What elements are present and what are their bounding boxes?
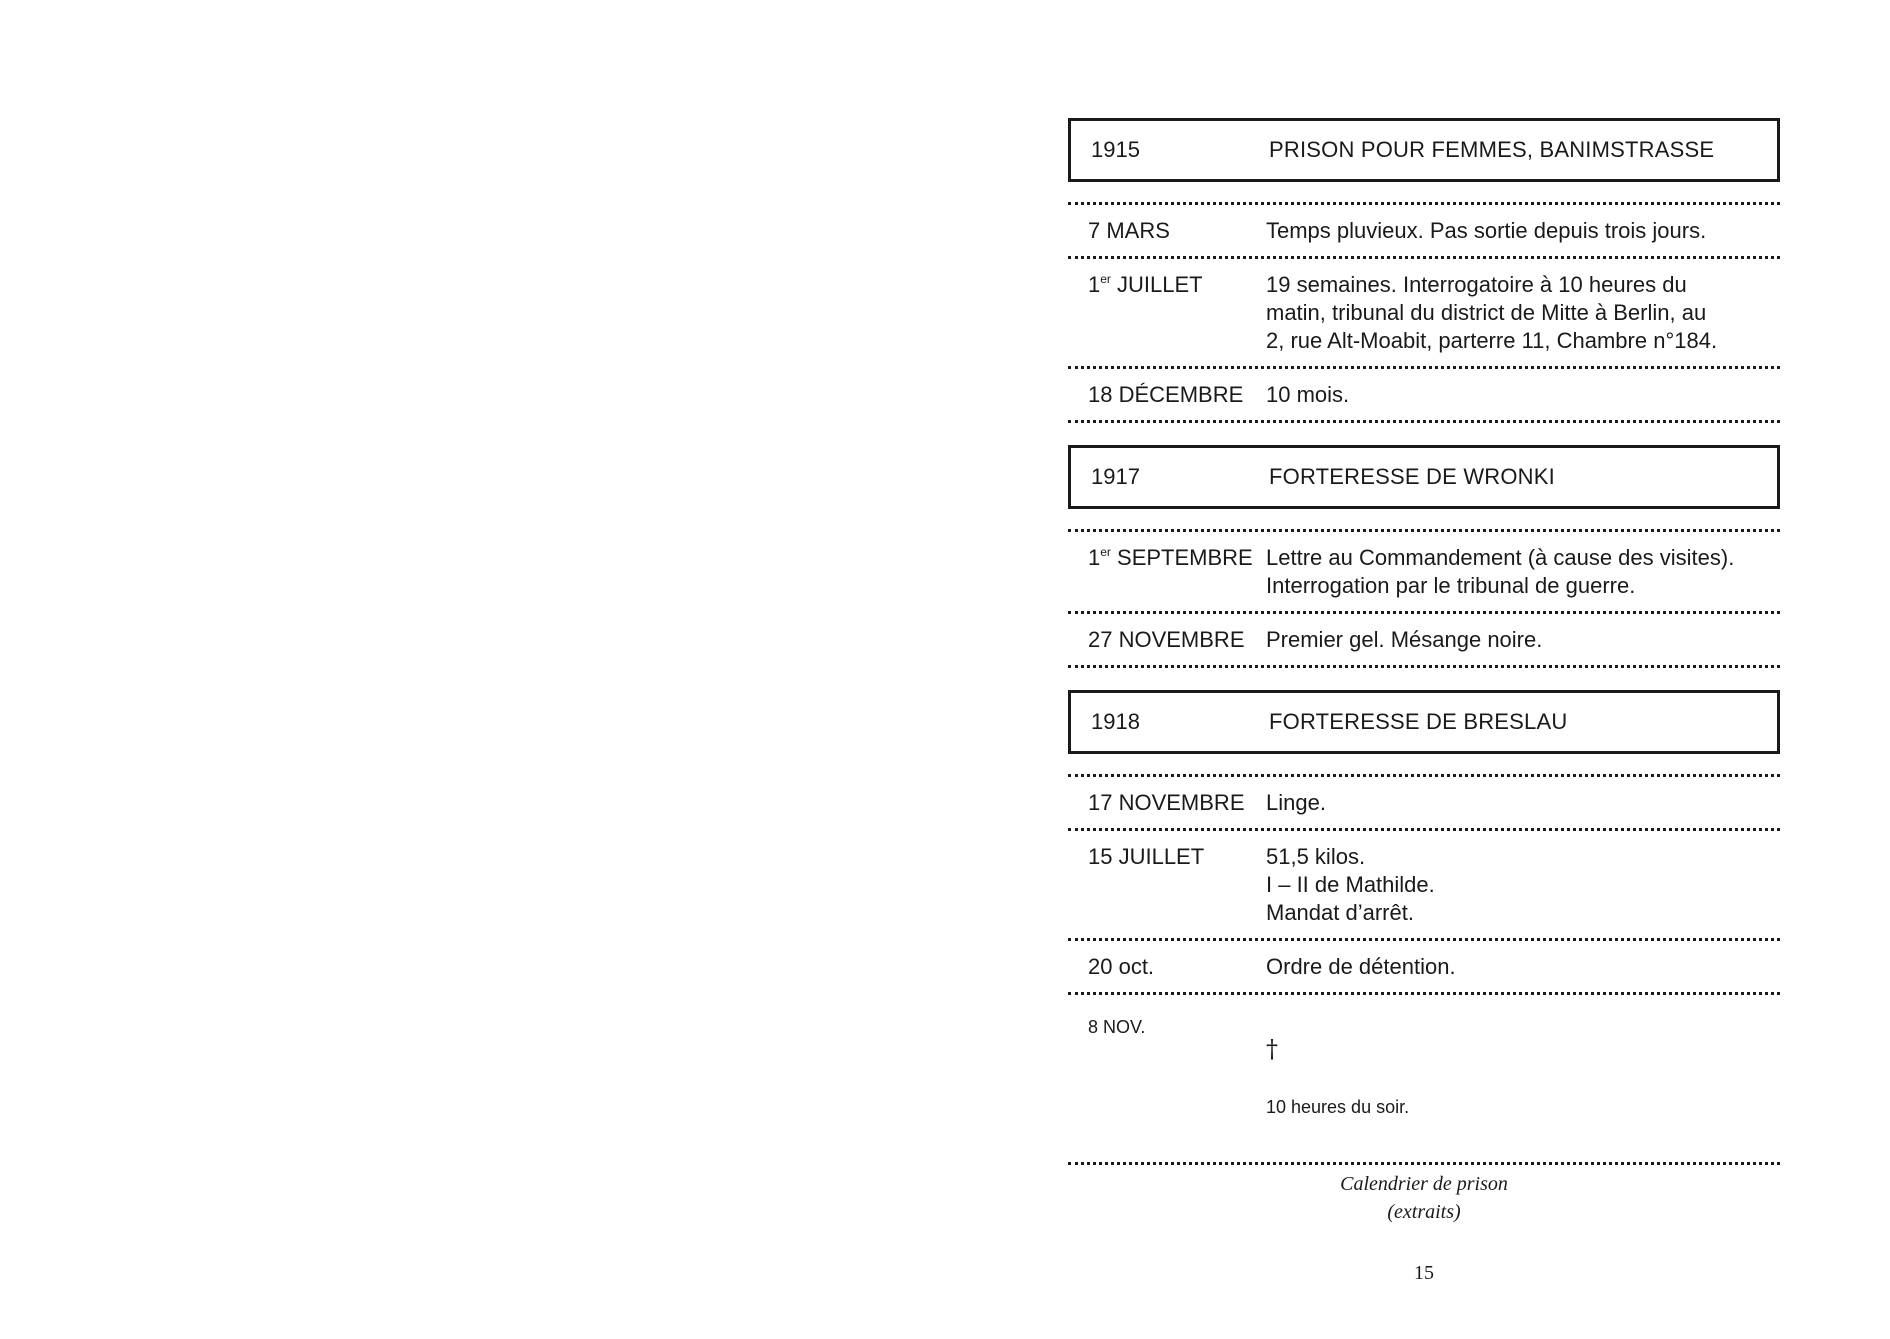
page-number: 15 <box>1414 1262 1434 1284</box>
calendar-entry <box>1068 532 1780 614</box>
entry-date: 15 JUILLET <box>1088 844 1205 869</box>
dagger-icon: † <box>1266 1035 1278 1063</box>
section-entries-1915 <box>1068 202 1780 423</box>
calendar-entry <box>1068 205 1780 259</box>
calendar-entry <box>1068 995 1780 1165</box>
entry-date: 7 MARS <box>1088 218 1170 243</box>
calendar-entry <box>1068 369 1780 423</box>
entry-date: 17 NOVEMBRE <box>1088 790 1245 815</box>
entry-text: Temps pluvieux. Pas sortie depuis trois jours. <box>1266 218 1707 243</box>
section-header-1915 <box>1068 118 1780 182</box>
entry-date: 1er JUILLET <box>1088 272 1203 297</box>
entry-text: Linge. <box>1266 790 1326 815</box>
entry-note: 10 heures du soir. <box>1266 1097 1410 1117</box>
calendar-entry <box>1068 259 1780 369</box>
calendar-entry <box>1068 941 1780 995</box>
section-header-1918 <box>1068 690 1780 754</box>
section-entries-1917 <box>1068 529 1780 668</box>
entry-text: 10 mois. <box>1266 382 1350 407</box>
entry-text: Premier gel. Mésange noire. <box>1266 627 1543 652</box>
calendar-entry <box>1068 777 1780 831</box>
entry-text: 51,5 kilos. I – II de Mathilde. Mandat d’arrêt. <box>1266 844 1435 925</box>
caption-title: Calendrier de prison <box>1340 1173 1508 1195</box>
section-place: FORTERESSE DE WRONKI <box>1269 464 1555 489</box>
entry-date: 27 NOVEMBRE <box>1088 627 1245 652</box>
prison-calendar <box>1068 118 1780 1165</box>
entry-text: Lettre au Commandement (à cause des visites). Interrogation par le tribunal de guerre. <box>1266 545 1735 598</box>
entry-text <box>1266 1007 1780 1151</box>
figure-caption <box>1068 1170 1780 1226</box>
entry-text: Ordre de détention. <box>1266 954 1456 979</box>
section-year: 1917 <box>1091 464 1140 489</box>
calendar-entry <box>1068 831 1780 941</box>
entry-text: 19 semaines. Interrogatoire à 10 heures du matin, tribunal du district de Mitte à Berlin, au 2, rue Alt-Moabit, parterre 11, Chambre n°184. <box>1266 272 1718 353</box>
section-place: FORTERESSE DE BRESLAU <box>1269 709 1568 734</box>
entry-date: 8 NOV. <box>1088 1017 1146 1037</box>
entry-date: 18 DÉCEMBRE <box>1088 382 1244 407</box>
section-entries-1918 <box>1068 774 1780 1165</box>
caption-subtitle: (extraits) <box>1387 1201 1461 1223</box>
calendar-entry <box>1068 614 1780 668</box>
entry-date: 20 oct. <box>1088 954 1155 979</box>
section-place: PRISON POUR FEMMES, BANIMSTRASSE <box>1269 137 1715 162</box>
entry-date: 1er SEPTEMBRE <box>1088 545 1253 570</box>
section-header-1917 <box>1068 445 1780 509</box>
section-year: 1918 <box>1091 709 1140 734</box>
section-year: 1915 <box>1091 137 1140 162</box>
